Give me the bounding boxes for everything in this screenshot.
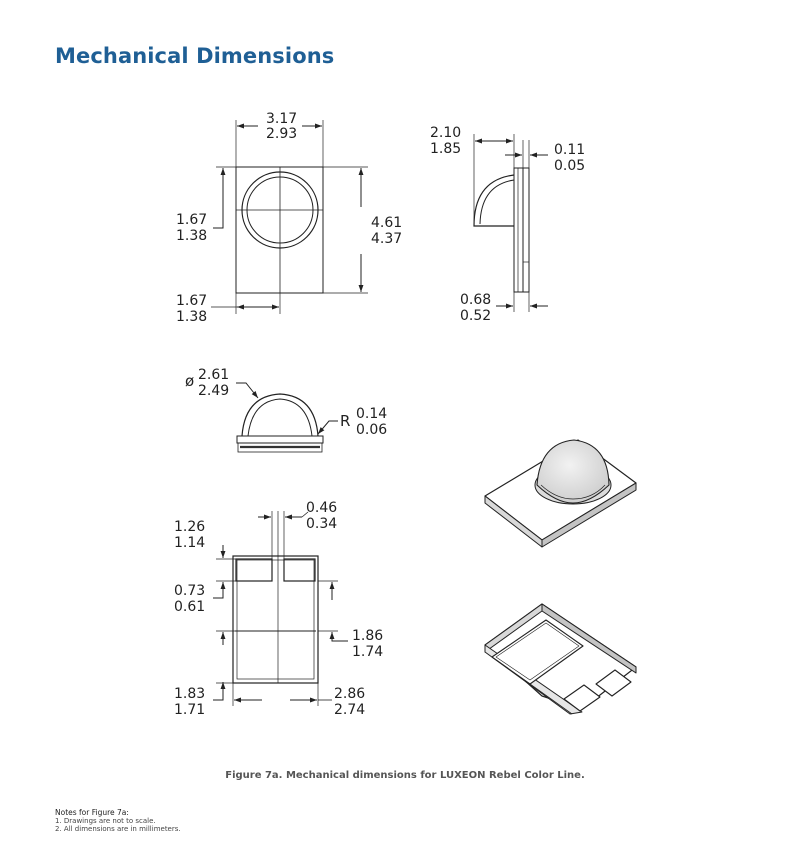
figure-notes xyxy=(55,809,181,833)
bottom-view-labels xyxy=(174,500,383,718)
dim-front-diameter-min: 2.49 xyxy=(198,383,230,399)
notes-heading: Notes for Figure 7a: xyxy=(55,808,129,817)
dim-bottom-lower-max: 1.83 xyxy=(174,686,206,702)
dim-side-step-min: 0.05 xyxy=(554,158,586,174)
dim-bottom-width-min: 2.74 xyxy=(334,702,366,718)
dim-top-height-max: 4.61 xyxy=(371,215,403,231)
top-view xyxy=(211,120,368,314)
side-view xyxy=(474,134,548,312)
dim-bottom-pad-left-max: 1.26 xyxy=(174,519,206,535)
dim-front-radius-max: 0.14 xyxy=(356,406,388,422)
dim-bottom-width-max: 2.86 xyxy=(334,686,366,702)
front-view-labels xyxy=(185,367,387,438)
dim-bottom-lower-min: 1.71 xyxy=(174,702,206,718)
front-view xyxy=(236,383,338,452)
dim-bottom-thermal-min: 1.74 xyxy=(352,644,384,660)
page-title: Mechanical Dimensions xyxy=(55,44,335,68)
dim-top-width-max: 3.17 xyxy=(266,111,298,127)
isometric-top-view xyxy=(485,440,636,547)
dim-bottom-pad-left-min: 1.14 xyxy=(174,535,206,551)
bottom-view xyxy=(213,511,348,706)
isometric-bottom-view xyxy=(485,604,636,714)
dim-top-height-min: 4.37 xyxy=(371,231,403,247)
dim-top-width-min: 2.93 xyxy=(266,126,298,142)
dim-bottom-gap-min: 0.34 xyxy=(306,516,338,532)
radius-symbol: R xyxy=(340,412,351,430)
dim-bottom-pad-height-min: 0.61 xyxy=(174,599,206,615)
diameter-symbol: ø xyxy=(185,372,195,390)
dim-side-dome-max: 2.10 xyxy=(430,125,462,141)
dim-bottom-thermal-max: 1.86 xyxy=(352,628,384,644)
dim-top-center-y-min: 1.38 xyxy=(176,228,208,244)
dim-side-base-min: 0.52 xyxy=(460,308,492,324)
dim-front-radius-min: 0.06 xyxy=(356,422,388,438)
dim-side-base-max: 0.68 xyxy=(460,292,492,308)
note-item: 2. All dimensions are in millimeters. xyxy=(55,825,181,833)
dim-side-dome-min: 1.85 xyxy=(430,141,462,157)
dim-top-center-y-max: 1.67 xyxy=(176,212,208,228)
dim-top-center-x-max: 1.67 xyxy=(176,293,208,309)
dim-side-step-max: 0.11 xyxy=(554,142,586,158)
dim-bottom-pad-height-max: 0.73 xyxy=(174,583,206,599)
figure-caption: Figure 7a. Mechanical dimensions for LUXEON Rebel Color Line. xyxy=(225,770,585,781)
dim-top-center-x-min: 1.38 xyxy=(176,309,208,325)
dim-front-diameter-max: 2.61 xyxy=(198,367,230,383)
dim-bottom-gap-max: 0.46 xyxy=(306,500,338,516)
note-item: 1. Drawings are not to scale. xyxy=(55,817,156,825)
